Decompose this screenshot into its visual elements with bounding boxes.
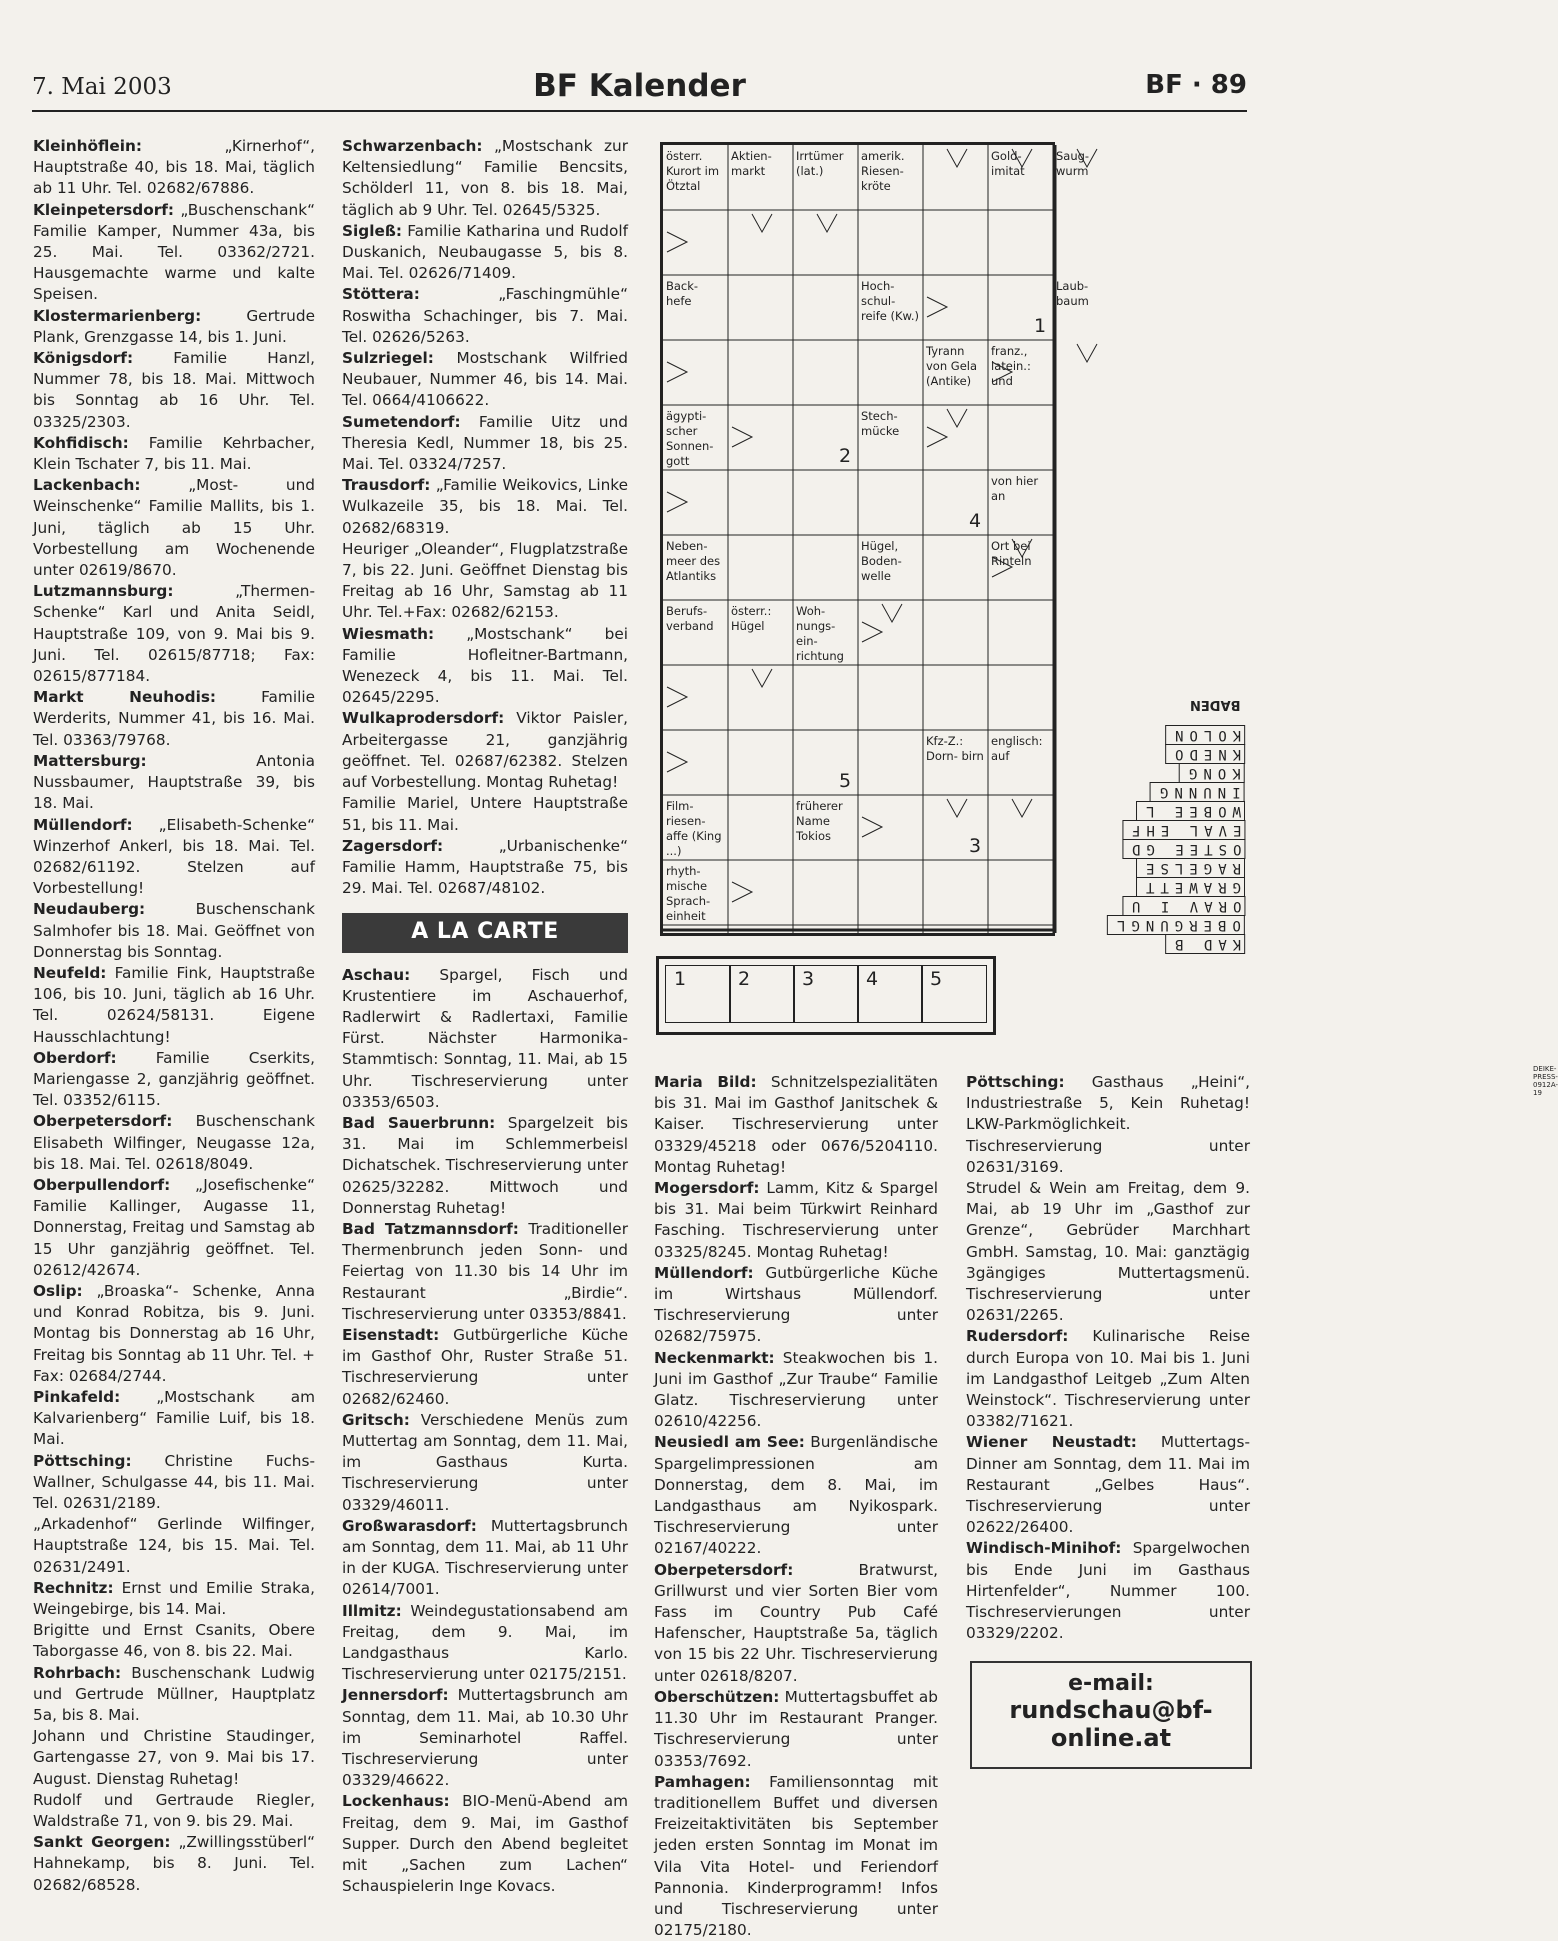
listing-text: „Arkadenhof“ Gerlinde Wilfinger, Hauptstraße 124, bis 15. Mai. Tel. 02631/2491. — [33, 1515, 315, 1576]
right-arrow — [862, 817, 882, 837]
listing-entry — [33, 815, 315, 900]
listing-entry — [654, 1178, 938, 1263]
listing-entry — [33, 1048, 315, 1112]
listing-entry — [342, 136, 628, 221]
listing-place: Oberpullendorf: — [33, 1175, 171, 1194]
listing-place: Trausdorf: — [342, 476, 431, 495]
crossword-clue: Aktien- markt — [731, 149, 772, 178]
crossword-clue: Back- hefe — [666, 279, 699, 308]
listing-entry — [33, 1832, 315, 1896]
listing-text: „Kirnerhof“, Hauptstraße 40, bis 18. Mai, täglich ab 11 Uhr. Tel. 02682/67886. — [33, 137, 315, 198]
listing-entry — [654, 1072, 938, 1178]
crossword-clue: ägypti- scher Sonnen- gott — [666, 409, 714, 468]
crossword-number: 2 — [839, 445, 852, 467]
down-arrow — [752, 669, 772, 687]
listing-text: Gutbürgerliche Küche im Wirtshaus Müllendorf. Tischreservierung unter 02682/75975. — [654, 1263, 938, 1346]
listing-place: Neusiedl am See: — [654, 1433, 805, 1452]
column-1 — [33, 136, 315, 1896]
column-2 — [342, 136, 628, 1897]
listing-entry — [33, 1620, 315, 1662]
solution-row-text: GRAWETT — [1136, 877, 1245, 897]
listing-entry — [654, 1560, 938, 1687]
crossword-clue: Hügel, Boden- welle — [861, 539, 902, 583]
listing-place: Lackenbach: — [33, 476, 141, 495]
solution-row-text: KOLON — [1165, 725, 1245, 745]
crossword-clue: österr.: Hügel — [731, 604, 772, 633]
crossword-clue: österr. Kurort im Ötztal — [666, 149, 720, 193]
crossword-clue: rhyth- mische Sprach- einheit — [666, 864, 711, 923]
listing-entry — [33, 433, 315, 475]
listing-entry — [33, 1790, 315, 1832]
listing-text: Christine Fuchs-Wallner, Schulgasse 44, bis 11. Mai. Tel. 02631/2189. — [33, 1451, 315, 1512]
listing-place: Neufeld: — [33, 963, 107, 982]
listing-place: Oberpetersdorf: — [33, 1112, 173, 1131]
listing-place: Pinkafeld: — [33, 1387, 121, 1406]
listing-entry — [654, 1687, 938, 1772]
listing-text: „Mostschank am Kalvarienberg“ Familie Luif, bis 18. Mai. — [33, 1387, 315, 1449]
listing-entry — [33, 687, 315, 751]
listing-place: Oberschützen: — [654, 1687, 780, 1706]
down-arrow — [947, 149, 967, 167]
solution-row — [1090, 916, 1245, 935]
solution-box: 5 — [921, 965, 987, 1023]
listing-text: Buschenschank Salmhofer bis 18. Mai. Geöffnet von Donnerstag bis Sonntag. — [33, 900, 315, 961]
listing-text: „Zwillingsstüberl“ Hahnekamp, bis 8. Juni. Tel. 02682/68528. — [33, 1833, 316, 1894]
column-3 — [654, 1072, 938, 1941]
page-header — [32, 70, 1247, 112]
listing-place: Bad Tatzmannsdorf: — [342, 1219, 519, 1238]
solution-box: 4 — [857, 965, 923, 1023]
solution-box: 3 — [793, 965, 859, 1023]
listing-place: Müllendorf: — [33, 815, 133, 834]
listing-place: Oberpetersdorf: — [654, 1560, 794, 1579]
listing-text: „Faschingmühle“ Roswitha Schachinger, bis 7. Mai. Tel. 02626/5263. — [342, 285, 628, 346]
listing-place: Rohrbach: — [33, 1663, 122, 1682]
listing-place: Sumetendorf: — [342, 412, 461, 431]
listing-text: Traditioneller Thermenbrunch jeden Sonn- und Feiertag von 11.30 bis 14 Uhr im Restaurant „Birdie“. Tischreservierung unter 03353/8841. — [342, 1219, 628, 1323]
listing-entry — [654, 1772, 938, 1941]
listing-text: Brigitte und Ernst Csanits, Obere Taborgasse 46, von 8. bis 22. Mai. — [33, 1621, 315, 1661]
listing-entry — [342, 965, 628, 1113]
listing-text: Familie Mariel, Untere Hauptstraße 51, bis 11. Mai. — [342, 794, 628, 834]
listing-place: Pöttsching: — [33, 1451, 132, 1470]
listing-text: „Familie Weikovics, Linke Wulkazeile 35, bis 18. Mai. Tel. 02682/68319. — [342, 476, 628, 537]
listing-place: Kleinhöflein: — [33, 137, 142, 155]
listing-text: Familie Katharina und Rudolf Duskanich, Neubaugasse 5, bis 8. Mai. Tel. 02626/71409. — [342, 221, 628, 283]
listing-entry — [342, 539, 628, 624]
listing-place: Wiesmath: — [342, 624, 435, 643]
listing-place: Müllendorf: — [654, 1263, 754, 1282]
solution-row — [1090, 726, 1245, 745]
listing-entry — [342, 221, 628, 285]
crossword-clue: englisch: auf — [991, 734, 1043, 763]
listing-entry — [966, 1432, 1250, 1538]
listing-entry — [33, 475, 315, 581]
solution-box: 2 — [729, 965, 795, 1023]
listing-entry — [342, 1113, 628, 1219]
listing-entry — [966, 1072, 1250, 1178]
listing-text: Muttertags-Dinner am Sonntag, dem 11. Mai im Restaurant „Gelbes Haus“. Tischreservierung unter 02622/26400. — [966, 1433, 1250, 1537]
listing-entry — [33, 751, 315, 815]
right-arrow — [927, 297, 947, 317]
listing-text: Spargelzeit bis 31. Mai im Schlemmerbeisl Dichatschek. Tischreservierung unter 02625/32282. Mittwoch und Donnerstag Ruhetag! — [342, 1113, 628, 1217]
listing-place: Sulzriegel: — [342, 349, 434, 368]
listing-text: Muttertagsbuffet ab 11.30 Uhr im Restaurant Pranger. Tischreservierung unter 03353/7692. — [654, 1687, 938, 1770]
listing-entry — [33, 1451, 315, 1515]
listing-place: Eisenstadt: — [342, 1325, 440, 1344]
solution-boxes — [656, 956, 996, 1035]
listing-entry — [342, 284, 628, 348]
solution-row — [1090, 935, 1245, 954]
listing-place: Markt Neuhodis: — [33, 688, 217, 707]
solution-row — [1090, 897, 1245, 916]
listing-place: Rudersdorf: — [966, 1327, 1069, 1346]
solution-row — [1090, 878, 1245, 897]
listing-text: „Mostschank zur Keltensiedlung“ Familie Bencsits, Schölderl 11, von 8. bis 18. Mai, täglich ab 9 Uhr. Tel. 02645/5325. — [342, 137, 628, 219]
listing-entry — [654, 1263, 938, 1348]
listing-text: „Mostschank“ bei Familie Hofleitner-Bartmann, Wenezeck 4, bis 11. Mai. Tel. 02645/2295. — [342, 624, 628, 707]
listing-entry — [33, 200, 315, 306]
listing-place: Rechnitz: — [33, 1578, 114, 1597]
crossword-clue: Ort bei Rinteln — [991, 539, 1032, 568]
crossword-clue: Tyrann von Gela (Antike) — [926, 344, 978, 388]
listing-text: Mostschank Wilfried Neubauer, Nummer 46, bis 14. Mai. Tel. 0664/4106622. — [342, 349, 628, 410]
listing-text: Bratwurst, Grillwurst und vier Sorten Bier vom Fass im Country Pub Café Hafenscher, Hauptstraße 5a, täglich von 15 bis 22 Uhr. Tischreservierung unter 02618/8207. — [654, 1560, 938, 1685]
listing-text: „Broaska“- Schenke, Anna und Konrad Robitza, bis 9. Juni. Montag bis Donnerstag ab 16 Uhr, Freitag bis Sonntag ab 11 Uhr. Tel. + Fax: 02684/2744. — [33, 1281, 315, 1385]
down-arrow — [752, 214, 772, 232]
crossword-number: 3 — [969, 835, 982, 857]
listing-entry — [342, 836, 628, 900]
listing-place: Lutzmannsburg: — [33, 582, 174, 601]
listing-text: Rudolf und Gertraude Riegler, Waldstraße 71, von 9. bis 29. Mai. — [33, 1790, 315, 1831]
solution-row-text: KNEDO — [1165, 744, 1245, 764]
column-4 — [966, 1072, 1250, 1644]
solution-grid — [1090, 726, 1245, 954]
down-arrow — [947, 799, 967, 817]
crossword-clue: Irrtümer (lat.) — [796, 149, 844, 178]
listing-entry — [342, 708, 628, 793]
right-arrow — [667, 362, 687, 382]
solution-row — [1090, 840, 1245, 859]
listing-entry — [33, 348, 315, 433]
listing-place: Pöttsching: — [966, 1073, 1065, 1091]
listing-text: Spargel, Fisch und Krustentiere im Aschauerhof, Radlerwirt & Radlertaxi, Familie Fürst. Nächster Harmonika-Stammtisch: Sonntag, 11. Mai, ab 15 Uhr. Tischreservierung unter 03353/6503. — [342, 965, 628, 1111]
solution-label: BADEN — [1190, 697, 1241, 712]
listing-entry — [342, 1516, 628, 1601]
listing-entry — [33, 899, 315, 963]
listing-text: Viktor Paisler, Arbeitergasse 21, ganzjährig geöffnet. Tel. 02687/62382. Stelzen auf Vorbestellung. Montag Ruhetag! — [342, 709, 628, 792]
right-arrow — [667, 752, 687, 772]
down-arrow — [817, 214, 837, 232]
listing-place: Jennersdorf: — [342, 1686, 449, 1705]
listing-text: „Most- und Weinschenke“ Familie Mallits, bis 1. Juni, täglich ab 15 Uhr. Vorbestellung am Wochenende unter 02619/8670. — [33, 476, 315, 580]
email-address-1: rundschau@bf- — [1009, 1696, 1213, 1724]
down-arrow — [1077, 344, 1097, 362]
solution-row-text: KAD B — [1165, 934, 1245, 954]
listing-text: Schnitzelspezialitäten bis 31. Mai im Gasthof Janitschek & Kaiser. Tischreservierung unter 03329/45218 oder 0676/5204110. Montag Ruhetag! — [654, 1073, 938, 1176]
a-la-carte-heading: A LA CARTE — [342, 913, 628, 952]
listing-text: BIO-Menü-Abend am Freitag, dem 9. Mai, im Gasthof Supper. Durch den Abend begleitet mit „Sachen zum Lachen“ Schauspielerin Inge Kovacs. — [342, 1792, 628, 1896]
listing-entry — [342, 475, 628, 539]
listing-place: Klostermarienberg: — [33, 306, 202, 325]
listing-text: Gasthaus „Heini“, Industriestraße 5, Kein Ruhetag! LKW-Parkmöglichkeit. Tischreservierung unter 02631/3169. — [966, 1073, 1250, 1176]
listing-entry — [33, 306, 315, 348]
crossword-clue: Hoch- schul- reife (Kw.) — [861, 279, 920, 323]
listing-place: Stöttera: — [342, 285, 420, 304]
listing-entry — [654, 1348, 938, 1433]
solution-row — [1090, 821, 1245, 840]
listing-place: Aschau: — [342, 965, 411, 984]
solution-row — [1090, 764, 1245, 783]
right-arrow — [667, 492, 687, 512]
listing-text: Antonia Nussbaumer, Hauptstraße 39, bis 18. Mai. — [33, 751, 315, 813]
crossword-clue: Stech- mücke — [861, 409, 900, 438]
listing-place: Oslip: — [33, 1281, 83, 1300]
listing-text: Familie Uitz und Theresia Kedl, Nummer 18, bis 25. Mai. Tel. 03324/7257. — [342, 412, 628, 474]
listing-place: Kohfidisch: — [33, 433, 129, 452]
listing-text: Familie Fink, Hauptstraße 106, bis 10. Juni, täglich ab 16 Uhr. Tel. 02624/58131. Eigene Hausschlachtung! — [33, 963, 315, 1046]
right-arrow — [927, 427, 947, 447]
solution-row — [1090, 802, 1245, 821]
listing-entry — [33, 1514, 315, 1578]
page-number: BF · 89 — [1145, 70, 1247, 100]
listing-entry — [342, 793, 628, 835]
listing-text: Familie Werderits, Nummer 41, bis 16. Mai. Tel. 03363/79768. — [33, 688, 315, 749]
listing-place: Illmitz: — [342, 1601, 402, 1620]
down-arrow — [1012, 799, 1032, 817]
crossword-clue: Berufs- verband — [666, 604, 714, 633]
listing-place: Mogersdorf: — [654, 1179, 760, 1198]
listing-entry — [342, 624, 628, 709]
listing-entry — [966, 1178, 1250, 1326]
down-arrow — [882, 604, 902, 622]
listing-text: Familie Cserkits, Mariengasse 2, ganzjährig geöffnet. Tel. 03352/6115. — [33, 1048, 315, 1110]
listing-place: Kleinpetersdorf: — [33, 200, 175, 219]
crossword-number: 5 — [839, 770, 852, 792]
listing-place: Windisch-Minihof: — [966, 1539, 1122, 1558]
email-label: e-mail: — [1068, 1671, 1154, 1696]
solution-box: 1 — [665, 965, 731, 1023]
listing-place: Schwarzenbach: — [342, 137, 483, 155]
right-arrow — [732, 427, 752, 447]
listing-entry — [33, 1281, 315, 1387]
listing-text: Johann und Christine Staudinger, Gartengasse 27, von 9. Mai bis 17. August. Dienstag Ruhetag! — [33, 1727, 315, 1788]
listing-text: Ernst und Emilie Straka, Weingebirge, bis 14. Mai. — [33, 1578, 315, 1619]
listing-place: Bad Sauerbrunn: — [342, 1113, 496, 1132]
listing-entry — [33, 1175, 315, 1281]
listing-text: „Thermen-Schenke“ Karl und Anita Seidl, Hauptstraße 109, von 9. Mai bis 9. Juni. Tel. 02615/87718; Fax: 02615/877184. — [33, 582, 315, 686]
crossword-clue: Gold- imitat — [991, 149, 1025, 178]
listing-place: Wiener Neustadt: — [966, 1433, 1137, 1452]
listing-text: Kulinarische Reise durch Europa von 10. Mai bis 1. Juni im Landgasthof Leitgeb „Zum Alten Weinstock“. Tischreservierung unter 03382/71621. — [966, 1327, 1250, 1431]
listing-text: Burgenländische Spargelimpressionen am Donnerstag, dem 8. Mai, im Landgasthaus am Nyikospark. Tischreservierung unter 02167/40222. — [654, 1433, 939, 1558]
solution-row-text: KONG — [1179, 763, 1245, 783]
listing-place: Sigleß: — [342, 221, 402, 240]
listing-place: Großwarasdorf: — [342, 1516, 477, 1535]
listing-text: Spargelwochen bis Ende Juni im Gasthaus Hirtenfelder“, Nummer 100. Tischreservierungen unter 03329/2202. — [966, 1539, 1250, 1643]
crossword-clue: Kfz-Z.: Dorn- birn — [926, 734, 984, 763]
crossword-clue: amerik. Riesen- kröte — [861, 149, 905, 193]
listing-entry — [33, 1726, 315, 1790]
listing-entry — [33, 1578, 315, 1620]
listing-text: „Elisabeth-Schenke“ Winzerhof Ankerl, bis 18. Mai. Tel. 02682/61192. Stelzen auf Vorbestellung! — [33, 815, 315, 898]
listing-entry — [342, 1685, 628, 1791]
listing-entry — [342, 1219, 628, 1325]
solution-row — [1090, 745, 1245, 764]
crossword-clue: franz., latein.: und — [991, 344, 1031, 388]
listing-text: Gertrude Plank, Grenzgasse 14, bis 1. Juni. — [33, 306, 315, 346]
listing-place: Mattersburg: — [33, 751, 147, 770]
listing-entry — [342, 1410, 628, 1516]
solution-row — [1090, 859, 1245, 878]
listing-entry — [33, 581, 315, 687]
listing-entry — [33, 1387, 315, 1451]
solution-row-text: OBERGUNGL — [1107, 915, 1245, 935]
crossword-clue: Woh- nungs- ein- richtung — [796, 604, 844, 663]
listing-entry — [342, 1791, 628, 1897]
listing-text: Muttertagsbrunch am Sonntag, dem 11. Mai, ab 10.30 Uhr im Seminarhotel Raffel. Tischreservierung unter 03329/46622. — [342, 1686, 628, 1790]
listing-entry — [654, 1432, 938, 1559]
solution-row-text: ORAV I U — [1122, 896, 1245, 916]
email-box — [970, 1661, 1252, 1769]
listing-place: Pamhagen: — [654, 1772, 751, 1791]
email-address-2: online.at — [1050, 1724, 1172, 1752]
listing-text: Weindegustationsabend am Freitag, dem 9. Mai, im Landgasthaus Karlo. Tischreservierung unter 02175/2151. — [342, 1601, 628, 1684]
solution-row — [1090, 783, 1245, 802]
listing-place: Königsdorf: — [33, 349, 134, 368]
listing-text: Muttertagsbrunch am Sonntag, dem 11. Mai, ab 11 Uhr in der KUGA. Tischreservierung unter 02614/7001. — [342, 1516, 628, 1599]
listing-place: Lockenhaus: — [342, 1792, 450, 1811]
solution-row-text: EVAL EHF — [1122, 820, 1245, 840]
solution-row-text: RAGELSE — [1136, 858, 1245, 878]
listing-place: Zagersdorf: — [342, 836, 444, 855]
listing-text: Buschenschank Ludwig und Gertrude Müllner, Hauptplatz 5a, bis 8. Mai. — [33, 1663, 315, 1725]
right-arrow — [667, 232, 687, 252]
listing-place: Oberdorf: — [33, 1048, 117, 1067]
listing-entry — [966, 1326, 1250, 1432]
crossword-clue: Saug- wurm — [1056, 149, 1090, 178]
listing-entry — [342, 412, 628, 476]
listing-place: Neudauberg: — [33, 900, 146, 919]
listing-text: „Buschenschank“ Familie Kamper, Nummer 43a, bis 25. Mai. Tel. 03362/2721. Hausgemachte warme und kalte Speisen. — [33, 200, 315, 304]
listing-text: Familiensonntag mit traditionellem Buffet und diversen Freizeitaktivitäten bis September jeden ersten Sonntag im Monat im Vila Vita Hotel- und Feriendorf Pannonia. Kinderprogramm! Infos und Tischreservierung unter 02175/2180. — [654, 1772, 938, 1940]
listing-text: „Urbanischenke“ Familie Hamm, Hauptstraße 75, bis 29. Mai. Tel. 02687/48102. — [342, 836, 628, 898]
listing-entry — [342, 1325, 628, 1410]
crossword-number: 4 — [969, 510, 982, 532]
listing-entry — [33, 136, 315, 200]
listing-text: Heuriger „Oleander“, Flugplatzstraße 7, bis 22. Juni. Geöffnet Dienstag bis Freitag ab 16 Uhr, Samstag ab 11 Uhr. Tel.+Fax: 02682/62153. — [342, 539, 628, 622]
listing-entry — [33, 1111, 315, 1175]
listing-text: Steakwochen bis 1. Juni im Gasthof „Zur Traube“ Familie Glatz. Tischreservierung unter 02610/42256. — [654, 1348, 938, 1431]
solution-row-text: WOBEE L — [1136, 801, 1245, 821]
issue-date: 7. Mai 2003 — [32, 74, 172, 100]
listing-entry — [33, 963, 315, 1048]
listing-entry — [33, 1663, 315, 1727]
crossword-credit: DEIKE-PRESS-0912A-19 — [1533, 1065, 1558, 1097]
listing-text: „Josefischenke“ Familie Kallinger, Augasse 11, Donnerstag, Freitag und Samstag ab 15 Uhr ganzjährig geöffnet. Tel. 02612/42674. — [33, 1175, 315, 1279]
crossword-number: 1 — [1034, 315, 1047, 337]
crossword-clue: Neben- meer des Atlantiks — [666, 539, 721, 583]
listing-text: Verschiedene Menüs zum Muttertag am Sonntag, dem 11. Mai, im Gasthaus Kurta. Tischreservierung unter 03329/46011. — [342, 1410, 628, 1514]
crossword-clue: Film- riesen- affe (King ...) — [666, 799, 722, 858]
section-title: BF Kalender — [533, 68, 746, 104]
listing-text: Gutbürgerliche Küche im Gasthof Ohr, Ruster Straße 51. Tischreservierung unter 02682/62460. — [342, 1325, 628, 1408]
crossword-clue: von hier an — [991, 474, 1039, 503]
listing-entry — [966, 1538, 1250, 1644]
down-arrow — [947, 409, 967, 427]
listing-place: Sankt Georgen: — [33, 1833, 171, 1852]
right-arrow — [862, 622, 882, 642]
right-arrow — [732, 882, 752, 902]
listing-entry — [342, 1601, 628, 1686]
listing-text: Lamm, Kitz & Spargel bis 31. Mai beim Türkwirt Reinhard Fasching. Tischreservierung unter 03325/8245. Montag Ruhetag! — [654, 1179, 938, 1261]
listing-text: Buschenschank Elisabeth Wilfinger, Neugasse 12a, bis 18. Mai. Tel. 02618/8049. — [33, 1112, 315, 1173]
listing-place: Maria Bild: — [654, 1073, 757, 1091]
right-arrow — [667, 687, 687, 707]
solution-row-text: INUNNG — [1150, 782, 1245, 802]
listing-place: Wulkaprodersdorf: — [342, 709, 505, 728]
listing-entry — [342, 348, 628, 412]
listing-text: Familie Kehrbacher, Klein Tschater 7, bis 11. Mai. — [33, 433, 315, 474]
listing-text: Familie Hanzl, Nummer 78, bis 18. Mai. Mittwoch bis Sonntag ab 16 Uhr. Tel. 03325/2303. — [33, 349, 315, 431]
crossword-clue: früherer Name Tokios — [796, 799, 843, 843]
listing-place: Gritsch: — [342, 1410, 410, 1429]
listing-text: Strudel & Wein am Freitag, dem 9. Mai, ab 19 Uhr im „Gasthof zur Grenze“, Gebrüder Marchhart GmbH. Samstag, 10. Mai: ganztägig 3gängiges Muttertagsmenü. Tischreservierung unter 02631/2265. — [966, 1179, 1250, 1325]
listing-place: Neckenmarkt: — [654, 1348, 775, 1367]
solution-row-text: OSTEE GD — [1122, 839, 1245, 859]
crossword-clue: Laub- baum — [1056, 279, 1089, 308]
